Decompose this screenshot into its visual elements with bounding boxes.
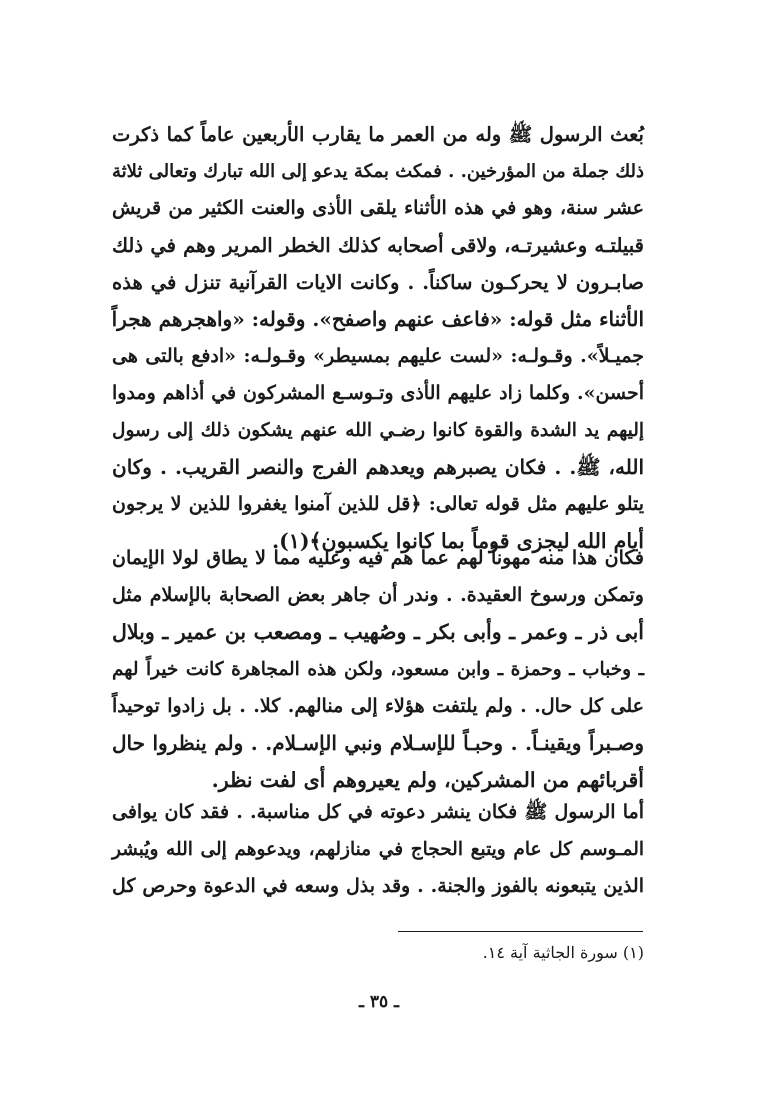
text-line: أما الرسول ﷺ فكان ينشر دعوته في كل مناسبة. . فقد كان يوافى — [112, 801, 644, 823]
text-line: ـ وخباب ـ وحمزة ـ وابن مسعود، ولكن هذه المجاهرة كانت خيراً لهم — [112, 659, 644, 680]
text-line: على كل حال. . ولم يلتفت هؤلاء إلى منالهم. كلا. . بل زادوا توحيداً — [112, 695, 644, 717]
text-line: أيام الله ليجزى قوماً بما كانوا يكسبون﴾(١). — [271, 529, 644, 553]
text-line: عشر سنة، وهو في هذه الأثناء يلقى الأذى والعنت الكثير من قريش — [112, 197, 644, 219]
text-line: أحسن». وكلما زاد عليهم الأذى وتـوسـع المشركون في أذاهم ومدوا — [112, 382, 644, 404]
text-line: أبى ذر ـ وعمر ـ وأبى بكر ـ وصُهيب ـ ومصعب بن عمير ـ وبلال — [112, 620, 644, 644]
text-line: إليهم يد الشدة والقوة كانوا رضـي الله عنهم يشكون ذلك إلى رسول — [112, 420, 644, 441]
text-line: صابـرون لا يحركـون ساكناً. . وكانت الايات القرآنية تنزل في هذه — [112, 271, 644, 294]
text-line: وصـبراً ويقينـاً. . وحبـاً للإسـلام ونبي الإسـلام. . ولم ينظروا حال — [112, 731, 645, 755]
text-line: فكان هذا منه مهوناً لهم عما هم فيه وعليه مما لا يطاق لولا الإيمان — [112, 547, 644, 569]
text-line: ذلك جملة من المؤرخين. . فمكث بمكة يدعو إلى الله تبارك وتعالى ثلاثة — [112, 161, 644, 182]
text-line: أقربائهم من المشركين، ولم يعيروهم أى لفت نظر. — [211, 768, 644, 792]
text-line: قبيلتـه وعشيرتـه، ولاقى أصحابه كذلك الخطر المرير وهم في ذلك — [112, 234, 644, 257]
paragraph-2 — [112, 540, 644, 799]
text-line: الذين يتبعونه بالفوز والجنة. . وقد بذل وسعه في الدعوة وحرص كل — [112, 875, 644, 897]
text-line: الأثناء مثل قوله: «فاعف عنهم واصفح». وقوله: «واهجرهم هجراً — [111, 307, 644, 331]
text-line: وتمكن ورسوخ العقيدة. . وندر أن جاهر بعض الصحابة بالإسلام مثل — [112, 584, 644, 606]
paragraph-3 — [112, 794, 644, 905]
text-line: المـوسم كل عام ويتبع الحجاج في منازلهم، ويدعوهم إلى الله ويُبشر — [112, 839, 644, 860]
paragraph-1 — [112, 116, 644, 560]
footnote-divider — [398, 931, 643, 932]
text-line: الله، ﷺ. . فكان يصبرهم ويعدهم الفرج والنصر القريب. . وكان — [112, 455, 644, 479]
text-line: جميـلاً». وقـولـه: «لست عليهم بمسيطر» وقـولـه: «ادفع بالتى هى — [112, 345, 644, 367]
text-line: يتلو عليهم مثل قوله تعالى: ﴿قل للذين آمنوا يغفروا للذين لا يرجون — [112, 493, 644, 515]
text-line: بُعث الرسول ﷺ وله من العمر ما يقارب الأربعين عاماً كما ذكرت — [112, 123, 644, 146]
page-number: ـ ٣٥ ـ — [358, 992, 400, 1012]
footnote: (١) سورة الجاثية آية ١٤. — [482, 943, 644, 962]
